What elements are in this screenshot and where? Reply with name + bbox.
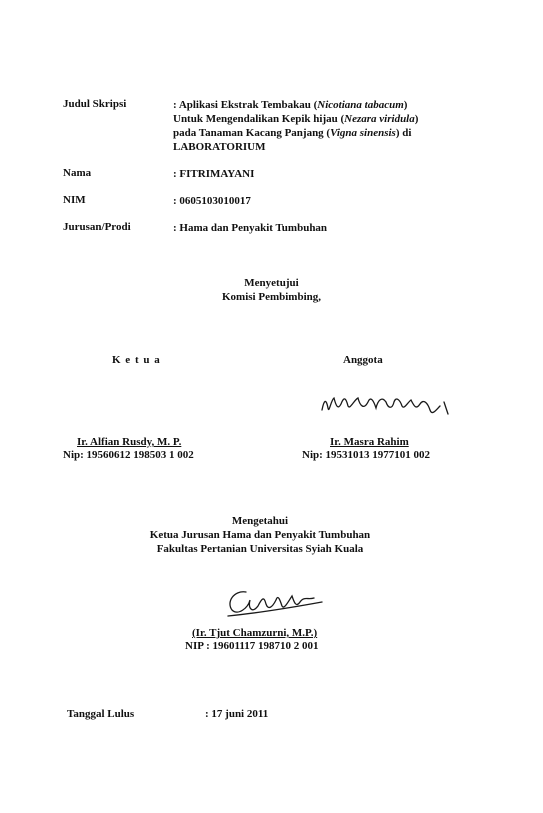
head-nip: NIP : 19601117 198710 2 001: [185, 640, 319, 652]
nim-value: : 0605103010017: [173, 195, 251, 207]
head-signature: [218, 580, 338, 630]
thesis-title-line-1: : Aplikasi Ekstrak Tembakau (Nicotiana tabacum): [173, 99, 408, 111]
department-label: Jurusan/Prodi: [63, 221, 131, 233]
acknowledgement-heading: Mengetahui: [231, 515, 289, 527]
graduation-date-label: Tanggal Lulus: [67, 708, 135, 720]
chair-nip: Nip: 19560612 198503 1 002: [63, 449, 194, 461]
member-nip: Nip: 19531013 1977101 002: [302, 449, 431, 461]
chair-name: Ir. Alfian Rusdy, M. P.: [77, 436, 182, 448]
member-signature: [316, 380, 476, 430]
thesis-title: [173, 98, 473, 154]
thesis-title-line-3: pada Tanaman Kacang Panjang (Vigna sinensis) di: [173, 127, 412, 139]
head-name: (Ir. Tjut Chamzurni, M.P.): [192, 627, 318, 639]
acknowledgement-position: Ketua Jurusan Hama dan Penyakit Tumbuhan: [149, 529, 371, 541]
name-value: : FITRIMAYANI: [173, 168, 255, 180]
chair-role: K e t u a: [112, 354, 161, 366]
member-role: Anggota: [343, 354, 383, 366]
nim-label: NIM: [63, 194, 86, 206]
name-label: Nama: [63, 167, 92, 179]
approval-committee: Komisi Pembimbing,: [221, 291, 321, 303]
thesis-title-line-4: LABORATORIUM: [173, 141, 266, 153]
title-label: Judul Skripsi: [63, 98, 127, 110]
acknowledgement-faculty: Fakultas Pertanian Universitas Syiah Kuala: [156, 543, 364, 555]
graduation-date-value: : 17 juni 2011: [205, 708, 269, 720]
member-name: Ir. Masra Rahim: [330, 436, 409, 448]
approval-heading: Menyetujui: [244, 277, 299, 289]
thesis-title-line-2: Untuk Mengendalikan Kepik hijau (Nezara viridula): [173, 113, 419, 125]
department-value: : Hama dan Penyakit Tumbuhan: [173, 222, 328, 234]
